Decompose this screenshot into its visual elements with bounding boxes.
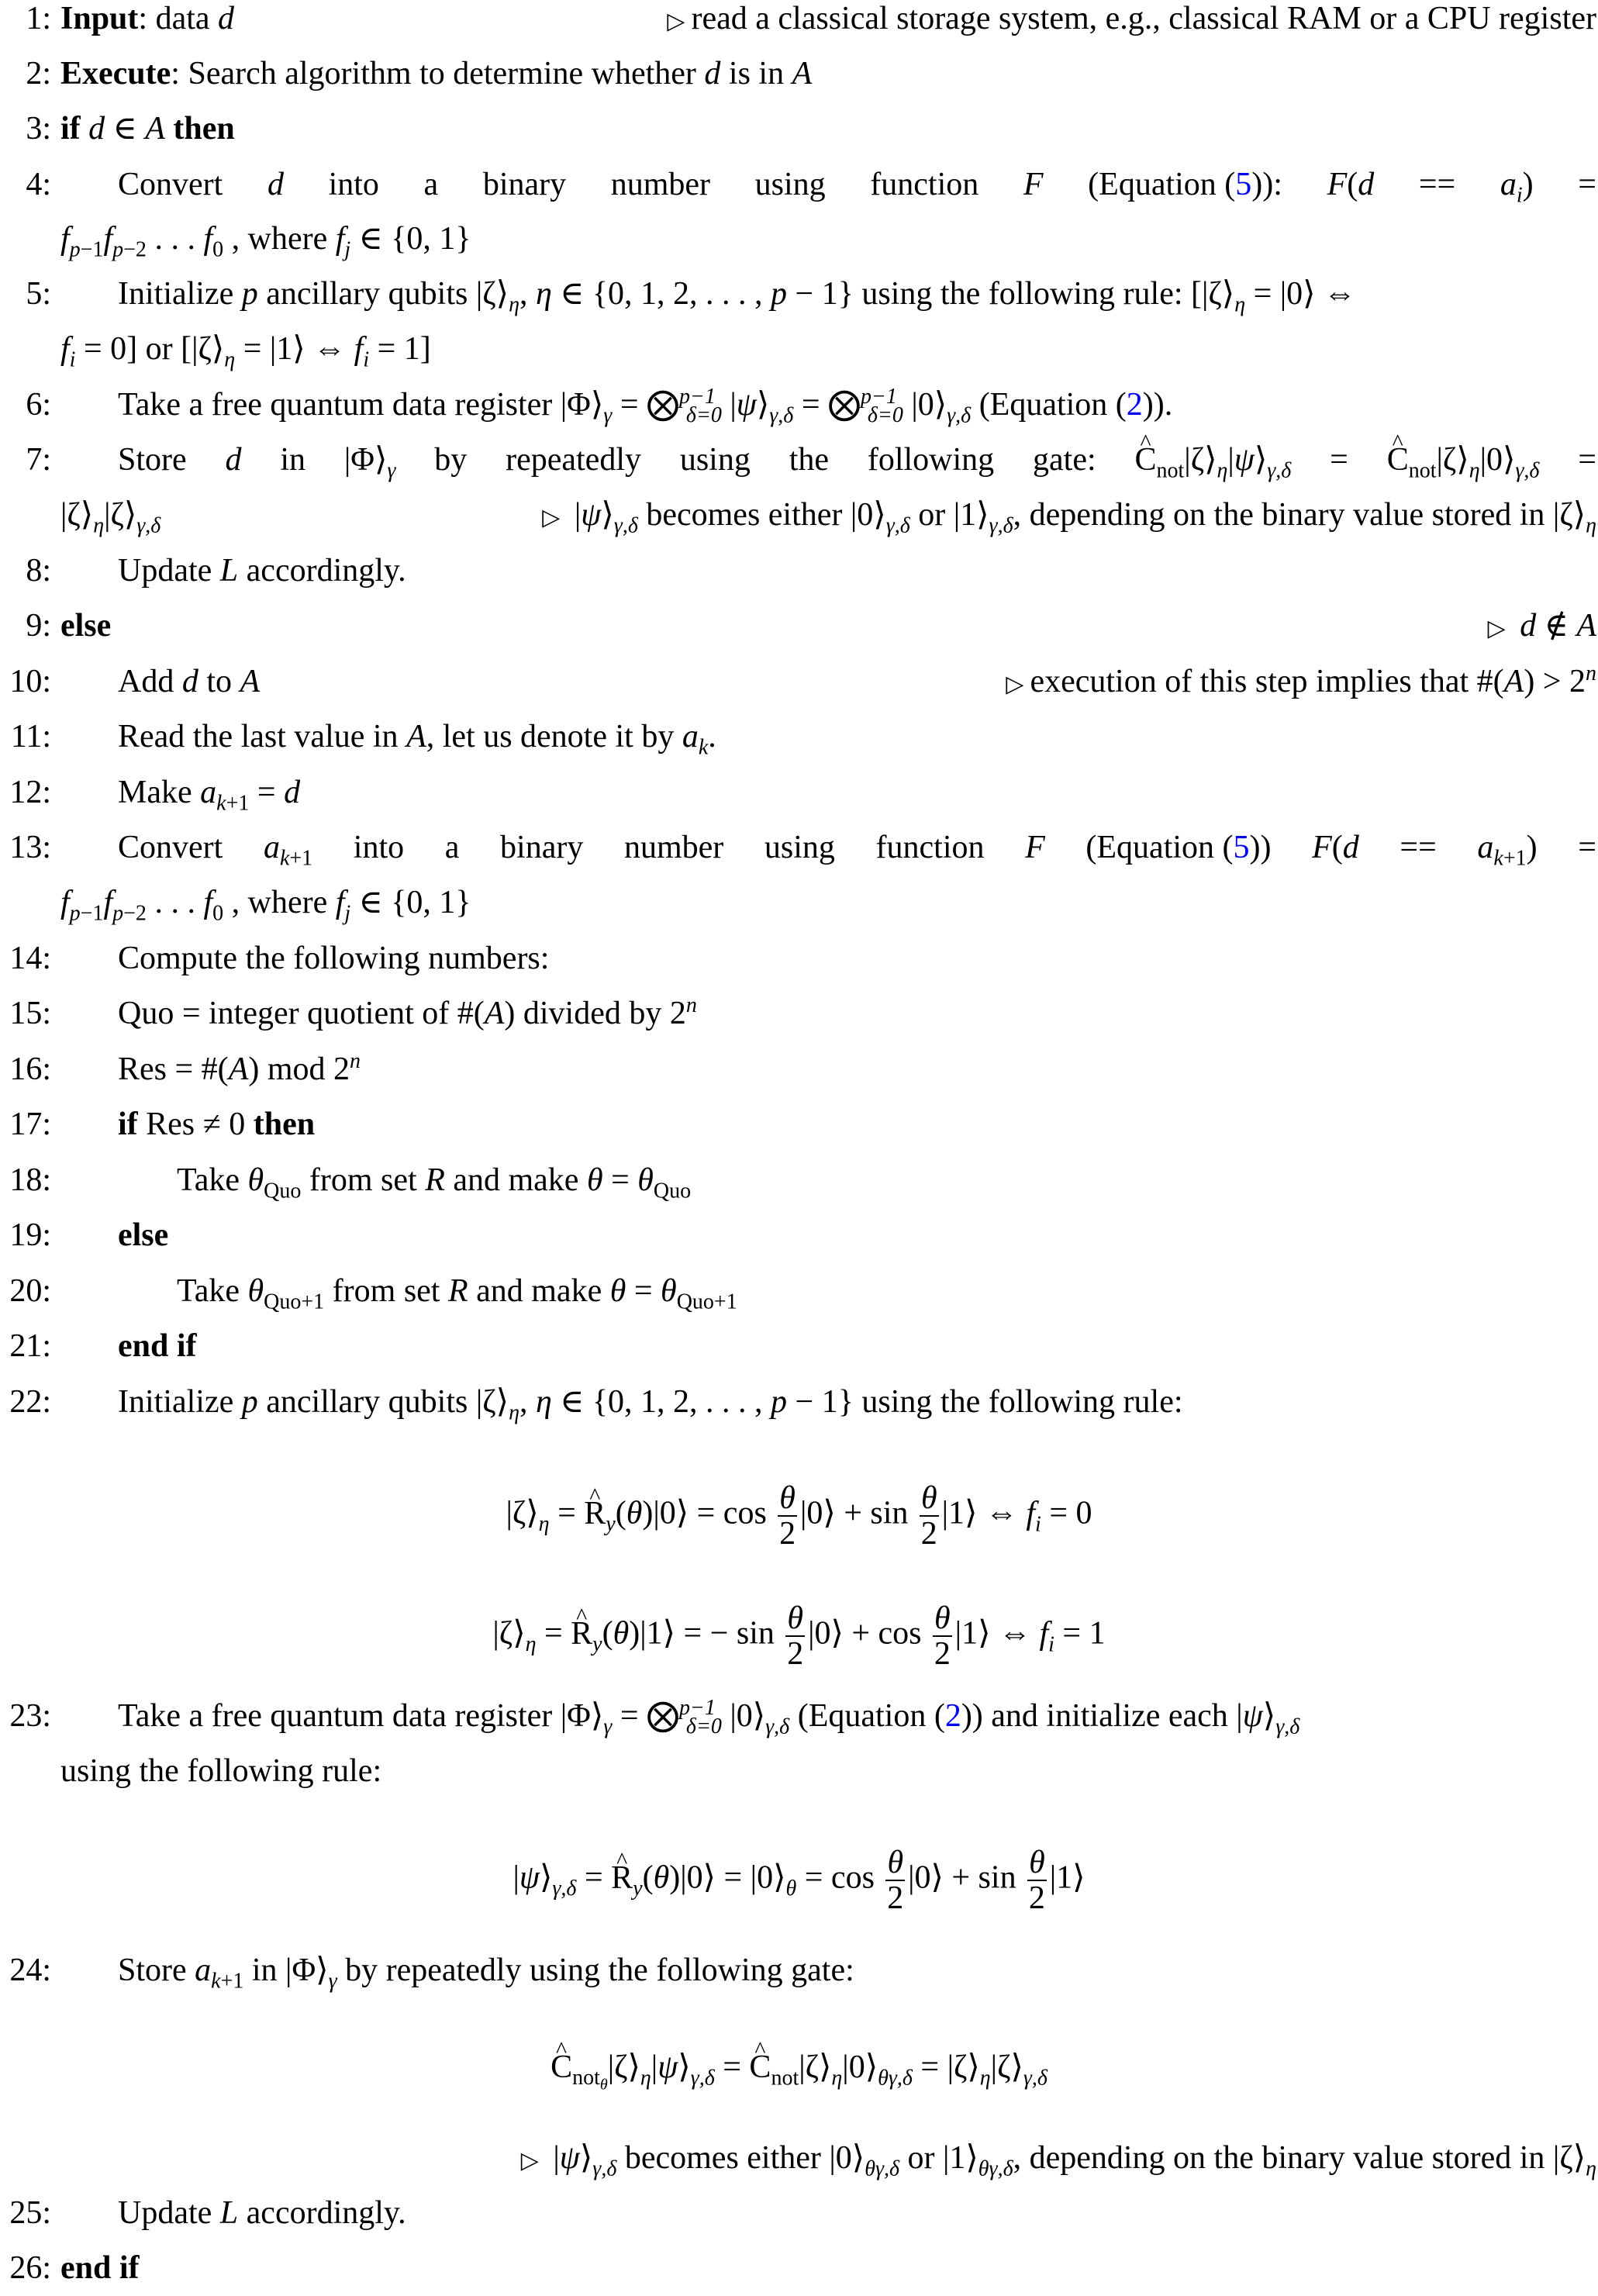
line-19: 19: else (9, 1217, 169, 1253)
line-10: 10: Add d to A ▷ execution of this step implies that #(A) > $2^n$ (0, 654, 1598, 710)
line-12: 12: Make $a_{k+1} = d$ (9, 775, 301, 816)
comment: ▷ read a classical storage system, e.g., classical RAM or a CPU register (667, 1, 1596, 36)
line-number: 1: (26, 1, 51, 36)
line-15: 15: Quo = integer quotient of #(A) divided by 2$^n$ (9, 993, 697, 1031)
keyword-input: Input (60, 1, 139, 36)
line-24: 24: Store $a_{k+1}$ in $|\Phi⟩_\gamma$ by repeatedly using the following gate: (9, 1952, 854, 1994)
line-21: 21: end if (9, 1328, 197, 1364)
line-16: 16: Res = #(A) mod 2$^n$ (9, 1049, 361, 1087)
equation-link[interactable]: 2 (1126, 387, 1143, 423)
line-23: 23: Take a free quantum data register $|\Phi⟩_\gamma$ = ⨂$^{p-1}_{\delta=0}$ $|0⟩_{\gamma,\delta}$ (Equation (2)) and initialize each $|\psi⟩_{\gamma,\delta}$ (9, 1696, 1300, 1739)
line-13-cont: $f_{p-1}f_{p-2}$ . . . $f_0$ , where $f_j$ ∈ {0, 1} (60, 885, 471, 926)
line-7-cont: $|\zeta⟩_\eta|\zeta⟩_{\gamma,\delta}$ ▷ $|\psi⟩_{\gamma,\delta}$ becomes either $|0⟩_{\gamma,\delta}$ or $|1⟩_{\gamma,\delta}$, depending on the binary value stored in $|\zeta⟩_\eta$ (0, 487, 1598, 543)
line-26: 26: end if (9, 2250, 140, 2286)
equation-link[interactable]: 5 (1235, 167, 1252, 202)
line-17: 17: if Res ≠ 0 then (9, 1107, 316, 1142)
line-14: 14: Compute the following numbers: (9, 941, 550, 976)
line-22: 22: Initialize p ancillary qubits $|\zeta⟩_\eta$, η ∈ {0, 1, 2, . . . , p − 1} using the following rule: (9, 1384, 1183, 1425)
line-7: 7: Store d in $|\Phi⟩_\gamma$ by repeatedly using the following gate: ^ $C_{not}|\zeta⟩_\eta|\psi⟩_{\gamma,\delta}$ = ^ $C_{not}|\zeta⟩_\eta|0⟩_{\gamma,\delta}$ = (0, 432, 1598, 488)
line-4: 4: Convert d into a binary number using function F (Equation (5)): F(d == $a_i$) = (26, 167, 1596, 208)
line-11: 11: Read the last value in A, let us denote it by $a_k$. (10, 719, 716, 760)
line-9: 9: else ▷ d ∉ A (0, 598, 1598, 654)
equation-link[interactable]: 5 (1233, 830, 1250, 865)
triangle-comment-icon: ▷ (542, 505, 561, 530)
line-18: 18: Take $\theta_{Quo}$ from set R and make $\theta = \theta_{Quo}$ (9, 1162, 692, 1203)
equation-24: ^ $C_{not_\theta}|\zeta⟩_\eta|\psi⟩_{\gamma,\delta}$ = ^ $C_{not}|\zeta⟩_\eta|0⟩_{\theta\gamma,\delta}$ = $|\zeta⟩_\eta|\zeta⟩_{\gamma,\delta}$ (0, 2039, 1598, 2095)
line-1: 1: Input: data d ▷ read a classical storage system, e.g., classical RAM or a CPU register (0, 0, 1598, 47)
line-20: 20: Take $\theta_{Quo+1}$ from set R and make $\theta = \theta_{Quo+1}$ (9, 1273, 737, 1314)
triangle-comment-icon: ▷ (667, 9, 685, 34)
line-3: 3: if d ∈ A then (26, 111, 235, 147)
equation-22a: $|\zeta⟩_\eta$ = ^ $R_y(\theta)|0⟩ = \cos$ $\frac{\theta}{2}$ |0⟩ + sin $\frac{\theta}{2}$ |1⟩ ⇔ $f_i = 0$ (0, 1481, 1598, 1551)
line-24-comment (0, 2130, 1598, 2186)
line-13: 13: Convert $a_{k+1}$ into a binary number using function F (Equation (5)) F(d == $a_{k+1}$) = (9, 830, 1596, 871)
equation-22b: $|\zeta⟩_\eta$ = ^ $R_y(\theta)|1⟩$ = − sin $\frac{\theta}{2}$ |0⟩ + cos $\frac{\theta}{2}$ |1⟩ ⇔ $f_i = 1$ (0, 1601, 1598, 1671)
comment: ▷ $|\psi⟩_{\gamma,\delta}$ becomes either $|0⟩_{\gamma,\delta}$ or $|1⟩_{\gamma,\delta}$, depending on the binary value stored in $|\zeta⟩_\eta$ (542, 497, 1596, 538)
line-5: 5: Initialize p ancillary qubits $|\zeta⟩_\eta$, η ∈ {0, 1, 2, . . . , p − 1} using the following rule: [$|\zeta⟩_\eta$ = |0⟩ ⇔ (26, 276, 1357, 317)
line-8: 8: Update L accordingly. (26, 553, 406, 589)
line-23-cont: using the following rule: (60, 1753, 382, 1789)
line-2: 2: Execute: Search algorithm to determine whether d is in A (26, 56, 813, 91)
equation-23: $|\psi⟩_{\gamma,\delta}$ = ^ $R_y(\theta)|0⟩$ = $|0⟩_\theta = \cos$ $\frac{\theta}{2}$ |0⟩ + sin $\frac{\theta}{2}$ |1⟩ (0, 1845, 1598, 1915)
line-6: 6: Take a free quantum data register $|\Phi⟩_\gamma$ = ⨂$^{p-1}_{\delta=0}$ $|\psi⟩_{\gamma,\delta}$ = ⨂$^{p-1}_{\delta=0}$ $|0⟩_{\gamma,\delta}$ (Equation (2)). (26, 385, 1173, 428)
triangle-comment-icon: ▷ (1006, 672, 1024, 697)
triangle-comment-icon: ▷ (520, 2148, 539, 2173)
equation-link[interactable]: 2 (944, 1698, 961, 1734)
comment: ▷ d ∉ A (1487, 608, 1596, 644)
line-5-cont: $f_i = 0$] or [$|\zeta⟩_\eta$ = |1⟩ ⇔ $f_i = 1$] (60, 331, 431, 372)
triangle-comment-icon: ▷ (1487, 616, 1506, 641)
line-25: 25: Update L accordingly. (9, 2195, 406, 2231)
comment: ▷ execution of this step implies that #(A) > $2^n$ (1006, 661, 1596, 699)
line-4-cont: $f_{p-1}f_{p-2}$ . . . $f_0$ , where $f_j$ ∈ {0, 1} (60, 221, 471, 262)
comment: ▷ $|\psi⟩_{\gamma,\delta}$ becomes either $|0⟩_{\theta\gamma,\delta}$ or $|1⟩_{\theta\gamma,\delta}$, depending on the binary value stored in $|\zeta⟩_\eta$ (520, 2140, 1596, 2181)
